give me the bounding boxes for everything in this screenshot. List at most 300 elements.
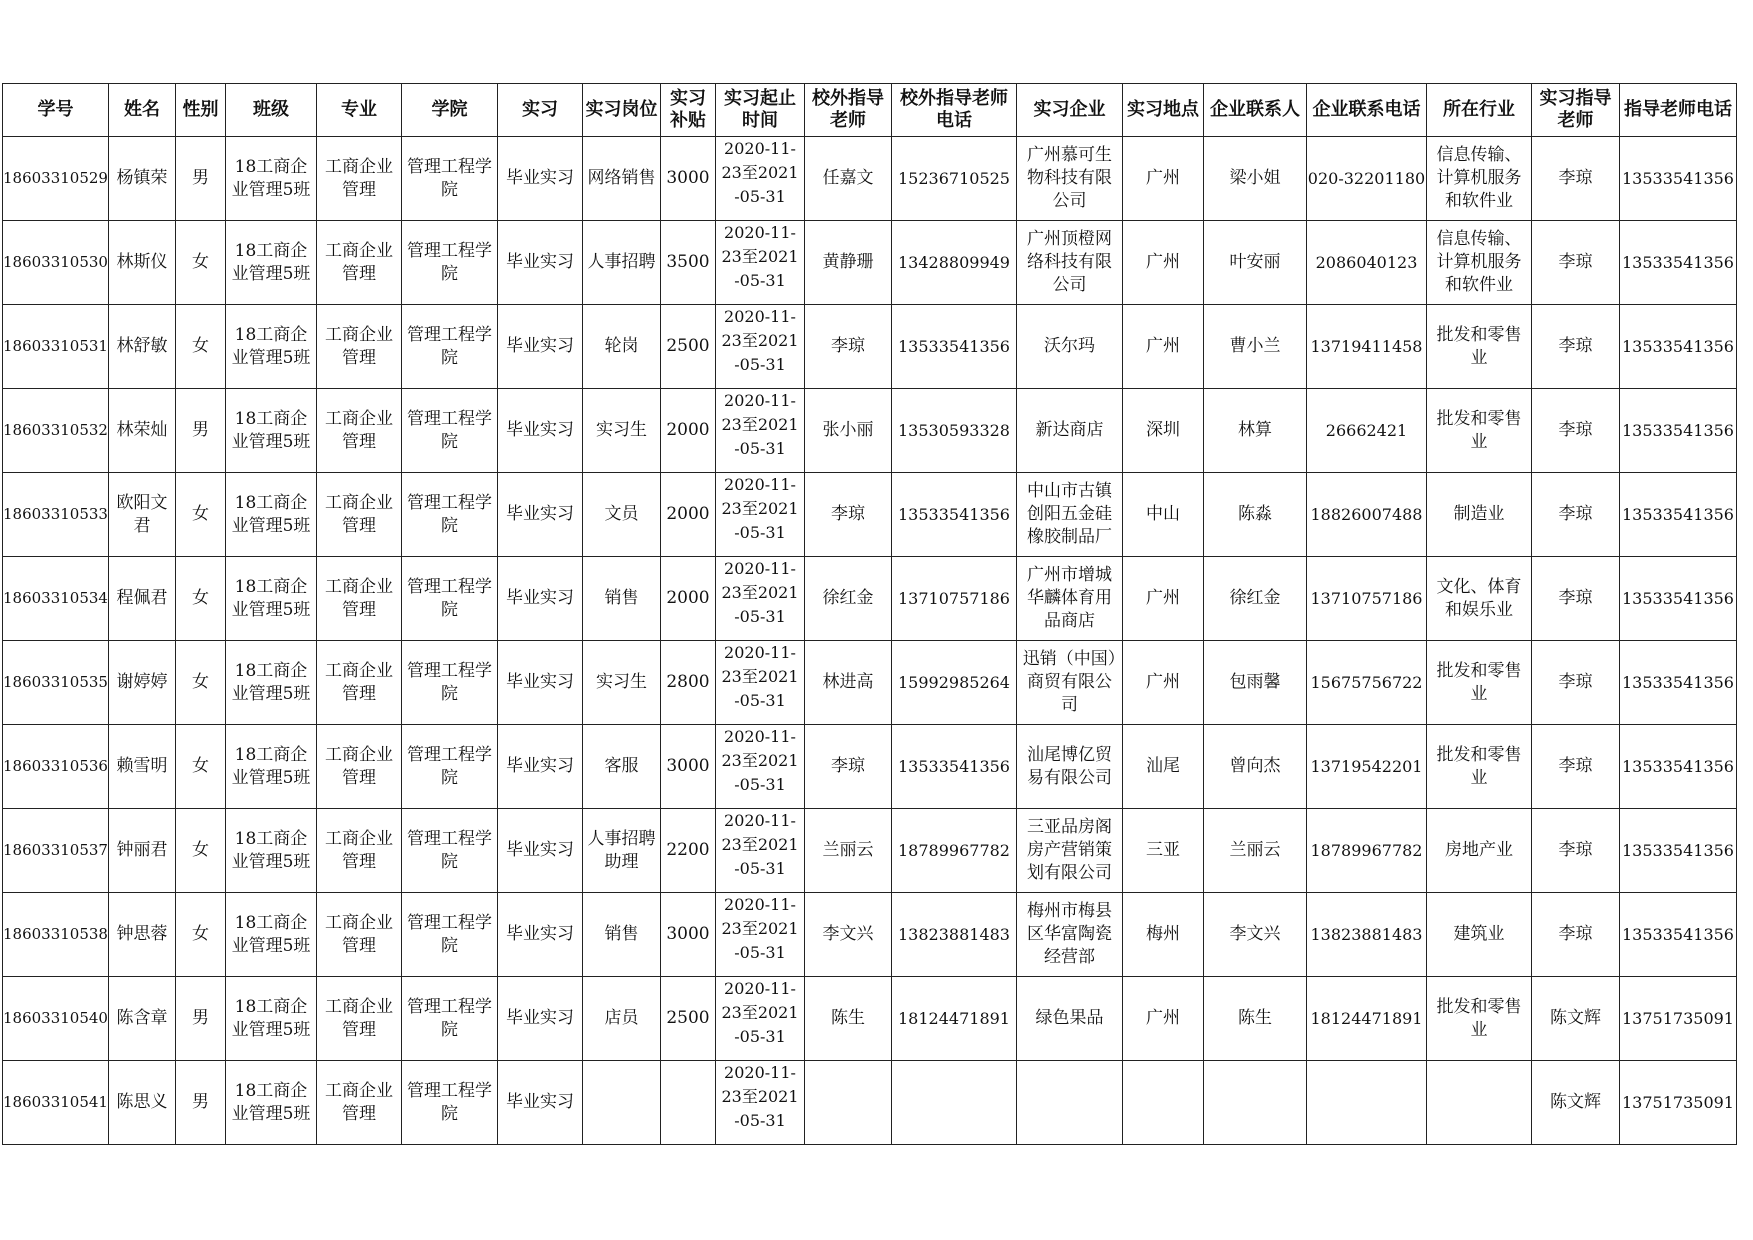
gender-value: 女 (192, 588, 209, 608)
cell-gender (176, 977, 226, 1061)
major-value: 工商企业管理 (325, 912, 393, 956)
cell-class (226, 809, 317, 893)
location-value: 中山 (1146, 504, 1180, 524)
cell-advisor-phone (1620, 137, 1737, 221)
industry-value: 制造业 (1453, 504, 1505, 524)
period-value: 2020-11-23至2021-05-31 (721, 895, 799, 962)
gender-value: 男 (192, 168, 209, 188)
company-phone-value: 18826007488 (1310, 505, 1423, 524)
cell-subsidy (661, 389, 716, 473)
college-value: 管理工程学院 (407, 660, 492, 704)
internship-advisor-value: 李琼 (1558, 588, 1593, 608)
cell-student-id (3, 137, 109, 221)
class-value: 18工商企业管理5班 (231, 828, 311, 872)
cell-class (226, 137, 317, 221)
internship-advisor-value: 李琼 (1558, 924, 1593, 944)
cell-subsidy (661, 1061, 716, 1145)
cell-name (109, 473, 176, 557)
college-value: 管理工程学院 (407, 1080, 492, 1124)
position-value: 人事招聘 (587, 252, 656, 272)
cell-company-contact (1204, 137, 1307, 221)
internship-advisor-value: 李琼 (1558, 252, 1593, 272)
internship-advisor-value: 陈文辉 (1550, 1092, 1601, 1112)
cell-class (226, 389, 317, 473)
cell-industry (1427, 221, 1532, 305)
cell-position (583, 641, 661, 725)
external-mentor-phone-value: 13823881483 (898, 925, 1010, 944)
cell-internship-advisor (1532, 221, 1620, 305)
major-value: 工商企业管理 (325, 1080, 393, 1124)
company-value: 广州慕可生物科技有限公司 (1027, 145, 1112, 211)
cell-college (402, 305, 498, 389)
cell-period (716, 389, 805, 473)
cell-internship-type (498, 977, 583, 1061)
cell-name (109, 977, 176, 1061)
cell-position (583, 389, 661, 473)
cell-advisor-phone (1620, 473, 1737, 557)
cell-subsidy (661, 641, 716, 725)
advisor-phone-value: 13533541356 (1622, 925, 1734, 944)
subsidy-value: 3000 (666, 924, 710, 944)
external-mentor-value: 张小丽 (822, 420, 874, 440)
period-value: 2020-11-23至2021-05-31 (721, 811, 799, 878)
external-mentor-value: 黄静珊 (822, 252, 874, 272)
cell-internship-advisor (1532, 977, 1620, 1061)
internship-table (2, 83, 1737, 1145)
cell-external-mentor-phone (892, 893, 1017, 977)
cell-location (1123, 305, 1204, 389)
internship-type-value: 毕业实习 (506, 336, 574, 356)
class-value: 18工商企业管理5班 (231, 576, 311, 620)
advisor-phone-value: 13533541356 (1622, 505, 1734, 524)
internship-type-value: 毕业实习 (506, 420, 574, 440)
cell-college (402, 473, 498, 557)
internship-advisor-value: 李琼 (1558, 672, 1593, 692)
cell-college (402, 977, 498, 1061)
cell-internship-type (498, 305, 583, 389)
college-value: 管理工程学院 (407, 912, 492, 956)
cell-student-id (3, 809, 109, 893)
cell-internship-advisor (1532, 809, 1620, 893)
cell-internship-type (498, 473, 583, 557)
external-mentor-value: 李琼 (831, 336, 865, 356)
cell-company (1017, 557, 1123, 641)
company-contact-value: 林算 (1238, 420, 1272, 440)
company-value: 沃尔玛 (1044, 336, 1095, 356)
external-mentor-phone-value: 13533541356 (898, 757, 1010, 776)
position-value: 销售 (604, 588, 639, 608)
company-value: 广州市增城华麟体育用品商店 (1027, 565, 1112, 631)
industry-value: 批发和零售业 (1436, 996, 1522, 1040)
table-row (3, 893, 1737, 977)
industry-value: 文化、体育和娱乐业 (1436, 576, 1522, 620)
cell-position (583, 305, 661, 389)
company-phone-value: 020-32201180 (1307, 169, 1426, 188)
class-value: 18工商企业管理5班 (231, 240, 311, 284)
cell-student-id (3, 977, 109, 1061)
major-value: 工商企业管理 (325, 240, 393, 284)
period-value: 2020-11-23至2021-05-31 (721, 979, 799, 1046)
company-contact-value: 陈生 (1238, 1008, 1272, 1028)
external-mentor-value: 陈生 (831, 1008, 865, 1028)
name-value: 陈含章 (116, 1008, 168, 1028)
cell-industry (1427, 725, 1532, 809)
cell-company-contact (1204, 641, 1307, 725)
header-gender: 性别 (176, 84, 226, 137)
cell-internship-type (498, 725, 583, 809)
advisor-phone-value: 13533541356 (1622, 757, 1734, 776)
position-value: 销售 (604, 924, 639, 944)
internship-type-value: 毕业实习 (506, 504, 574, 524)
cell-subsidy (661, 809, 716, 893)
company-value: 中山市古镇创阳五金硅橡胶制品厂 (1027, 481, 1112, 547)
company-value: 迅销（中国）商贸有限公司 (1022, 649, 1117, 715)
industry-value: 批发和零售业 (1436, 324, 1522, 368)
location-value: 广州 (1146, 168, 1180, 188)
cell-company-phone (1307, 893, 1427, 977)
cell-student-id (3, 221, 109, 305)
header-external-mentor-phone: 校外指导老师电话 (892, 84, 1017, 137)
company-value: 梅州市梅县区华富陶瓷经营部 (1027, 901, 1112, 967)
class-value: 18工商企业管理5班 (231, 492, 311, 536)
cell-major (317, 1061, 402, 1145)
college-value: 管理工程学院 (407, 576, 492, 620)
cell-gender (176, 809, 226, 893)
name-value: 谢婷婷 (116, 672, 168, 692)
cell-name (109, 137, 176, 221)
company-value: 三亚品房阁房产营销策划有限公司 (1027, 817, 1112, 883)
cell-college (402, 221, 498, 305)
cell-company-contact (1204, 809, 1307, 893)
cell-position (583, 893, 661, 977)
internship-type-value: 毕业实习 (506, 168, 574, 188)
period-value: 2020-11-23至2021-05-31 (721, 1063, 799, 1130)
internship-type-value: 毕业实习 (506, 1092, 574, 1112)
header-location: 实习地点 (1123, 84, 1204, 137)
cell-gender (176, 557, 226, 641)
advisor-phone-value: 13533541356 (1622, 841, 1734, 860)
student-id-value: 18603310530 (3, 253, 108, 271)
cell-student-id (3, 305, 109, 389)
company-phone-value: 13823881483 (1310, 925, 1423, 944)
cell-company-contact (1204, 977, 1307, 1061)
cell-advisor-phone (1620, 389, 1737, 473)
cell-industry (1427, 473, 1532, 557)
cell-class (226, 473, 317, 557)
cell-position (583, 137, 661, 221)
position-value: 实习生 (596, 420, 647, 440)
cell-company-phone (1307, 473, 1427, 557)
subsidy-value: 2000 (666, 588, 710, 608)
cell-period (716, 893, 805, 977)
name-value: 林荣灿 (116, 420, 168, 440)
cell-internship-type (498, 137, 583, 221)
cell-location (1123, 809, 1204, 893)
cell-company-phone (1307, 389, 1427, 473)
cell-company (1017, 137, 1123, 221)
cell-external-mentor (805, 1061, 892, 1145)
cell-name (109, 809, 176, 893)
company-contact-value: 叶安丽 (1229, 252, 1281, 272)
cell-external-mentor (805, 725, 892, 809)
cell-company-contact (1204, 725, 1307, 809)
cell-company-phone (1307, 305, 1427, 389)
external-mentor-phone-value: 15992985264 (898, 673, 1010, 692)
cell-period (716, 1061, 805, 1145)
company-phone-value: 18789967782 (1310, 841, 1423, 860)
class-value: 18工商企业管理5班 (231, 408, 311, 452)
cell-student-id (3, 1061, 109, 1145)
cell-internship-advisor (1532, 389, 1620, 473)
cell-gender (176, 137, 226, 221)
period-value: 2020-11-23至2021-05-31 (721, 223, 799, 290)
table-body (3, 137, 1737, 1145)
internship-type-value: 毕业实习 (506, 840, 574, 860)
cell-gender (176, 725, 226, 809)
cell-name (109, 221, 176, 305)
cell-internship-advisor (1532, 893, 1620, 977)
location-value: 广州 (1146, 336, 1180, 356)
cell-college (402, 557, 498, 641)
table-row (3, 137, 1737, 221)
college-value: 管理工程学院 (407, 744, 492, 788)
header-name: 姓名 (109, 84, 176, 137)
cell-external-mentor-phone (892, 557, 1017, 641)
cell-location (1123, 137, 1204, 221)
location-value: 三亚 (1146, 840, 1180, 860)
gender-value: 女 (192, 672, 209, 692)
cell-advisor-phone (1620, 1061, 1737, 1145)
industry-value: 批发和零售业 (1436, 744, 1522, 788)
cell-major (317, 641, 402, 725)
table-row (3, 977, 1737, 1061)
gender-value: 女 (192, 840, 209, 860)
external-mentor-value: 林进高 (822, 672, 874, 692)
cell-company-phone (1307, 725, 1427, 809)
gender-value: 女 (192, 924, 209, 944)
position-value: 实习生 (596, 672, 647, 692)
cell-position (583, 221, 661, 305)
class-value: 18工商企业管理5班 (231, 660, 311, 704)
student-id-value: 18603310533 (3, 505, 108, 523)
position-value: 轮岗 (604, 336, 639, 356)
cell-internship-advisor (1532, 473, 1620, 557)
cell-name (109, 1061, 176, 1145)
cell-period (716, 473, 805, 557)
header-student-id: 学号 (3, 84, 109, 137)
cell-name (109, 725, 176, 809)
name-value: 杨镇荣 (116, 168, 168, 188)
table-row (3, 641, 1737, 725)
cell-student-id (3, 725, 109, 809)
cell-location (1123, 221, 1204, 305)
company-contact-value: 陈淼 (1238, 504, 1272, 524)
cell-internship-type (498, 641, 583, 725)
table-row (3, 389, 1737, 473)
header-internship-advisor: 实习指导老师 (1532, 84, 1620, 137)
cell-subsidy (661, 137, 716, 221)
name-value: 欧阳文君 (116, 492, 168, 536)
advisor-phone-value: 13533541356 (1622, 337, 1734, 356)
cell-gender (176, 641, 226, 725)
company-value: 广州顶橙网络科技有限公司 (1027, 229, 1112, 295)
cell-company-contact (1204, 473, 1307, 557)
external-mentor-value: 李文兴 (822, 924, 874, 944)
cell-external-mentor (805, 557, 892, 641)
company-contact-value: 兰丽云 (1229, 840, 1281, 860)
internship-advisor-value: 李琼 (1558, 168, 1593, 188)
cell-college (402, 725, 498, 809)
cell-position (583, 725, 661, 809)
period-value: 2020-11-23至2021-05-31 (721, 727, 799, 794)
cell-company-phone (1307, 557, 1427, 641)
cell-external-mentor (805, 389, 892, 473)
class-value: 18工商企业管理5班 (231, 912, 311, 956)
cell-company (1017, 725, 1123, 809)
cell-company (1017, 977, 1123, 1061)
cell-company-phone (1307, 137, 1427, 221)
cell-external-mentor (805, 137, 892, 221)
cell-advisor-phone (1620, 221, 1737, 305)
internship-advisor-value: 李琼 (1558, 420, 1593, 440)
college-value: 管理工程学院 (407, 492, 492, 536)
cell-gender (176, 1061, 226, 1145)
header-company-contact: 企业联系人 (1204, 84, 1307, 137)
cell-class (226, 725, 317, 809)
name-value: 赖雪明 (116, 756, 168, 776)
cell-location (1123, 725, 1204, 809)
subsidy-value: 2000 (666, 504, 710, 524)
cell-internship-advisor (1532, 137, 1620, 221)
cell-company-contact (1204, 305, 1307, 389)
position-value: 网络销售 (587, 168, 656, 188)
cell-external-mentor (805, 893, 892, 977)
cell-period (716, 221, 805, 305)
college-value: 管理工程学院 (407, 828, 492, 872)
class-value: 18工商企业管理5班 (231, 744, 311, 788)
major-value: 工商企业管理 (325, 660, 393, 704)
cell-external-mentor (805, 473, 892, 557)
internship-advisor-value: 陈文辉 (1550, 1008, 1601, 1028)
subsidy-value: 3500 (666, 252, 710, 272)
cell-industry (1427, 641, 1532, 725)
cell-company-contact (1204, 221, 1307, 305)
external-mentor-phone-value: 13710757186 (898, 589, 1010, 608)
cell-name (109, 305, 176, 389)
subsidy-value: 2200 (666, 840, 710, 860)
cell-student-id (3, 893, 109, 977)
internship-type-value: 毕业实习 (506, 756, 574, 776)
external-mentor-value: 李琼 (831, 756, 865, 776)
cell-industry (1427, 893, 1532, 977)
advisor-phone-value: 13751735091 (1622, 1009, 1734, 1028)
cell-external-mentor-phone (892, 809, 1017, 893)
cell-company (1017, 809, 1123, 893)
cell-location (1123, 1061, 1204, 1145)
cell-external-mentor-phone (892, 977, 1017, 1061)
cell-major (317, 221, 402, 305)
company-contact-value: 李文兴 (1229, 924, 1281, 944)
gender-value: 男 (192, 420, 209, 440)
cell-external-mentor (805, 305, 892, 389)
cell-company (1017, 389, 1123, 473)
period-value: 2020-11-23至2021-05-31 (721, 139, 799, 206)
major-value: 工商企业管理 (325, 576, 393, 620)
period-value: 2020-11-23至2021-05-31 (721, 307, 799, 374)
cell-college (402, 137, 498, 221)
cell-company-phone (1307, 1061, 1427, 1145)
college-value: 管理工程学院 (407, 408, 492, 452)
college-value: 管理工程学院 (407, 996, 492, 1040)
cell-industry (1427, 1061, 1532, 1145)
cell-company-contact (1204, 1061, 1307, 1145)
industry-value: 信息传输、计算机服务和软件业 (1436, 229, 1522, 295)
cell-internship-advisor (1532, 1061, 1620, 1145)
cell-period (716, 809, 805, 893)
location-value: 深圳 (1146, 420, 1180, 440)
cell-external-mentor (805, 977, 892, 1061)
external-mentor-value: 任嘉文 (822, 168, 874, 188)
company-value: 新达商店 (1035, 420, 1104, 440)
cell-subsidy (661, 557, 716, 641)
cell-external-mentor (805, 809, 892, 893)
header-advisor-phone: 指导老师电话 (1620, 84, 1737, 137)
cell-industry (1427, 137, 1532, 221)
cell-college (402, 809, 498, 893)
cell-company (1017, 305, 1123, 389)
cell-company (1017, 641, 1123, 725)
cell-industry (1427, 809, 1532, 893)
industry-value: 信息传输、计算机服务和软件业 (1436, 145, 1522, 211)
external-mentor-phone-value: 13530593328 (898, 421, 1010, 440)
company-phone-value: 13719542201 (1310, 757, 1423, 776)
class-value: 18工商企业管理5班 (231, 1080, 311, 1124)
advisor-phone-value: 13533541356 (1622, 253, 1734, 272)
cell-company-contact (1204, 893, 1307, 977)
subsidy-value: 3000 (666, 756, 710, 776)
company-value: 汕尾博亿贸易有限公司 (1027, 744, 1112, 788)
cell-college (402, 893, 498, 977)
cell-student-id (3, 473, 109, 557)
table-row (3, 305, 1737, 389)
internship-type-value: 毕业实习 (506, 924, 574, 944)
cell-company-phone (1307, 977, 1427, 1061)
cell-subsidy (661, 305, 716, 389)
cell-industry (1427, 557, 1532, 641)
table-row (3, 557, 1737, 641)
cell-position (583, 557, 661, 641)
cell-external-mentor-phone (892, 221, 1017, 305)
company-contact-value: 曹小兰 (1229, 336, 1281, 356)
cell-subsidy (661, 893, 716, 977)
student-id-value: 18603310534 (3, 589, 108, 607)
cell-major (317, 725, 402, 809)
cell-college (402, 389, 498, 473)
major-value: 工商企业管理 (325, 156, 393, 200)
cell-college (402, 1061, 498, 1145)
company-contact-value: 曾向杰 (1229, 756, 1281, 776)
header-position: 实习岗位 (583, 84, 661, 137)
cell-position (583, 1061, 661, 1145)
industry-value: 建筑业 (1453, 924, 1505, 944)
external-mentor-value: 兰丽云 (822, 840, 874, 860)
cell-major (317, 977, 402, 1061)
cell-external-mentor-phone (892, 473, 1017, 557)
cell-industry (1427, 389, 1532, 473)
internship-type-value: 毕业实习 (506, 1008, 574, 1028)
table-row (3, 473, 1737, 557)
cell-period (716, 977, 805, 1061)
